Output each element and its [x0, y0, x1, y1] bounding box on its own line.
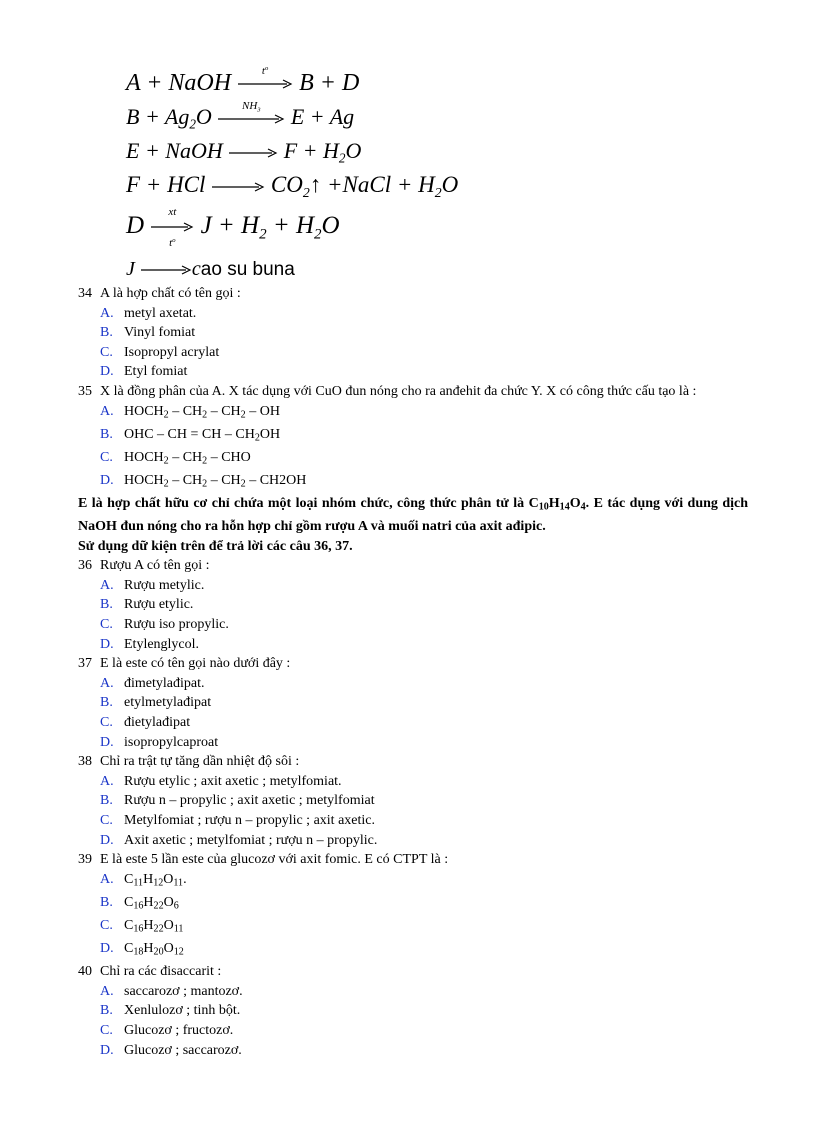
arrow-icon: xt $t^o$	[150, 216, 194, 238]
arrow-icon	[228, 143, 278, 163]
option[interactable]: A. C11H12O11.	[100, 871, 187, 889]
option[interactable]: C. đietylađipat	[100, 715, 191, 731]
option[interactable]: C. Isopropyl acrylat	[100, 344, 220, 360]
context-paragraph: E là hợp chất hữu cơ chỉ chứa một loại nhóm chức, công thức phân tử là C10H14O4. E tác dụng với dung dịch NaOH đun nóng cho ra hỗn hợp chỉ gồm rượu A và muối natri của axit ađipic.	[78, 496, 748, 535]
options-40	[78, 982, 748, 1060]
option[interactable]: B. OHC – CH = CH – CH2OH	[100, 426, 281, 444]
option[interactable]: C. Metylfomiat ; rượu n – propylic ; axit axetic.	[100, 813, 375, 829]
option[interactable]: D. HOCH2 – CH2 – CH2 – CH2OH	[100, 472, 307, 490]
question-text: Chỉ ra trật tự tăng dần nhiệt độ sôi :	[100, 754, 300, 770]
question-40: 40 Chỉ ra các đisaccarit :	[78, 964, 222, 980]
equation-5: D xt $t^o$ $J + H_2 + H_2O$	[126, 206, 340, 250]
question-35: 35 X là đồng phân của A. X tác dụng với CuO đun nóng cho ra anđehit đa chức Y. X có công thức cấu tạo là :	[78, 383, 697, 399]
options-38	[78, 772, 748, 850]
question-text: Rượu A có tên gọi :	[100, 558, 210, 574]
option[interactable]: D. Axit axetic ; metylfomiat ; rượu n – propylic.	[100, 832, 378, 848]
arrow-icon: $t^o$	[237, 74, 293, 94]
question-38: 38 Chỉ ra trật tự tăng dần nhiệt độ sôi :	[78, 754, 300, 770]
option[interactable]: B. etylmetylađipat	[100, 695, 212, 711]
equation-4: F + HCl $CO_2↑$ +NaCl + $H_2O$	[126, 172, 459, 200]
option[interactable]: B. Vinyl fomiat	[100, 325, 196, 341]
question-39: 39 E là este 5 lần este của glucozơ với axit fomic. E có CTPT là :	[78, 852, 449, 868]
equation-6: J cao su buna	[126, 258, 295, 280]
option[interactable]: A. saccarozơ ; mantozơ.	[100, 983, 243, 999]
option[interactable]: B. C16H22O6	[100, 894, 179, 912]
context-instruction: Sử dụng dữ kiện trên để trả lời các câu 36, 37.	[78, 538, 353, 554]
options-37	[78, 674, 748, 752]
question-36: 36 Rượu A có tên gọi :	[78, 558, 210, 574]
question-text: A là hợp chất có tên gọi :	[100, 286, 241, 301]
options-39	[78, 870, 748, 962]
option[interactable]: C. Glucozơ ; fructozơ.	[100, 1023, 234, 1039]
eq1-left: A + NaOH	[126, 70, 232, 96]
option[interactable]: A. Rượu etylic ; axit axetic ; metylfomiat.	[100, 773, 342, 789]
option[interactable]: A. HOCH2 – CH2 – CH2 – OH	[100, 403, 280, 421]
option[interactable]: D. Etylenglycol.	[100, 636, 200, 652]
option[interactable]: C. C16H22O11	[100, 918, 184, 935]
equation-3: E + NaOH $F + H_2O$	[126, 138, 362, 166]
options-35	[78, 402, 748, 494]
arrow-icon: $NH_3$	[217, 109, 285, 129]
options-34	[78, 304, 748, 382]
options-36	[78, 576, 748, 654]
option[interactable]: B. Rượu etylic.	[100, 597, 194, 613]
option[interactable]: C. HOCH2 – CH2 – CHO	[100, 449, 251, 467]
option[interactable]: C. Rượu iso propylic.	[100, 617, 229, 633]
arrow-icon	[140, 260, 192, 280]
question-34: 34 A là hợp chất có tên gọi :	[78, 286, 241, 301]
option[interactable]: B. Xenlulozơ ; tinh bột.	[100, 1003, 241, 1019]
eq1-right: B + D	[299, 70, 360, 96]
option[interactable]: D. Glucozơ ; saccarozơ.	[100, 1042, 242, 1058]
question-text: E là este 5 lần este của glucozơ với axit fomic. E có CTPT là :	[100, 852, 449, 868]
question-text: Chỉ ra các đisaccarit :	[100, 964, 222, 980]
arrow-icon	[211, 177, 265, 197]
option[interactable]: A. Rượu metylic.	[100, 577, 205, 593]
option[interactable]: D. C18H20O12	[100, 941, 184, 958]
question-text: E là este có tên gọi nào dưới đây :	[100, 656, 291, 672]
option[interactable]: D. Etyl fomiat	[100, 364, 188, 380]
option[interactable]: B. Rượu n – propylic ; axit axetic ; metylfomiat	[100, 793, 375, 809]
question-list	[78, 284, 748, 1060]
option[interactable]: A. metyl axetat.	[100, 305, 197, 321]
equation-1	[126, 65, 360, 97]
option[interactable]: A. đimetylađipat.	[100, 675, 205, 691]
question-text: X là đồng phân của A. X tác dụng với CuO đun nóng cho ra anđehit đa chức Y. X có công thức cấu tạo là :	[100, 383, 697, 399]
equation-2: $B + Ag_2O$ $NH_3$ E + Ag	[126, 99, 355, 132]
question-37: 37 E là este có tên gọi nào dưới đây :	[78, 656, 291, 672]
option[interactable]: D. isopropylcaproat	[100, 734, 219, 750]
